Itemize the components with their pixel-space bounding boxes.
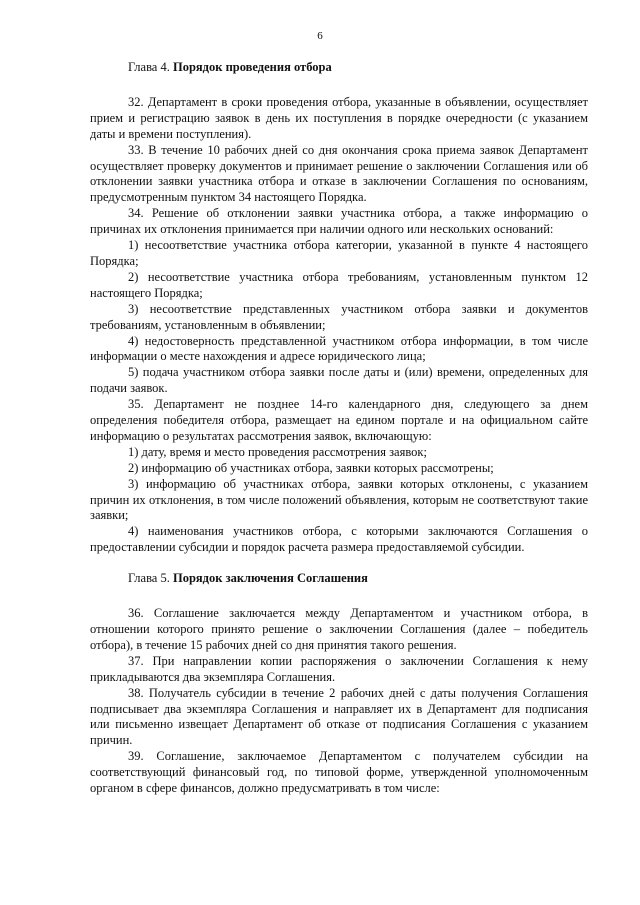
paragraph-34: 34. Решение об отклонении заявки участника отбора, а также информацию о причинах их отклонения принимается при наличии одного или нескольких оснований: [90,206,588,237]
paragraph-36: 36. Соглашение заключается между Департаментом и участником отбора, в отношении которого принято решение о заключении Соглашения (далее – победитель отбора), в течение 15 рабочих дней со дня принятия такого решения. [90,606,588,652]
chapter-5-label: Глава 5. [128,571,170,586]
paragraph-34-item-1: 1) несоответствие участника отбора категории, указанной в пункте 4 настоящего Порядка; [90,238,588,268]
paragraph-34-item-4: 4) недостоверность представленной участником отбора информации, в том числе информации о месте нахождения и адресе юридического лица; [90,333,588,364]
document-body [90,60,588,797]
chapter-4-heading [90,60,588,76]
chapter-5-title: Порядок заключения Соглашения [172,571,368,586]
paragraph-35-item-3: 3) информацию об участниках отбора, заявки которых отклонены, с указанием причин их отклонения, в том числе положений объявления, которым не соответствуют такие заявки; [90,476,588,523]
page-number: 6 [317,30,323,42]
chapter-4-label: Глава 4. [128,60,170,74]
paragraph-33: 33. В течение 10 рабочих дней со дня окончания срока приема заявок Департамент осуществляет проверку документов и принимает решение о заключении Соглашения или об отклонении заявки участника отбора и отказе в заключении Соглашения по основаниям, предусмотренным пунктом 34 настоящего Порядка. [90,142,588,205]
paragraph-34-item-2: 2) несоответствие участника отбора требованиям, установленным пунктом 12 настоящего Порядка; [90,269,588,300]
chapter-4-title: Порядок проведения отбора [172,60,332,74]
paragraph-34-item-3: 3) несоответствие представленных участником отбора заявки и документов требованиям, установленным в объявлении; [90,301,588,332]
paragraph-35-item-1: 1) дату, время и место проведения рассмотрения заявок; [128,444,427,459]
paragraph-34-item-5: 5) подача участником отбора заявки после даты и (или) времени, определенных для подачи заявок. [90,365,588,396]
paragraph-35-item-2: 2) информацию об участниках отбора, заявки которых рассмотрены; [128,460,494,475]
chapter-5-heading [90,571,588,587]
paragraph-35: 35. Департамент не позднее 14-го календарного дня, следующего за днем определения победителя отбора, размещает на едином портале и на официальном сайте информацию о результатах рассмотрения заявок, включающую: [90,397,588,443]
paragraph-39: 39. Соглашение, заключаемое Департаментом с получателем субсидии на соответствующий финансовый год, по типовой форме, утвержденной уполномоченным органом в сфере финансов, должно предусматривать в том числе: [90,749,588,796]
paragraph-38: 38. Получатель субсидии в течение 2 рабочих дней с даты получения Соглашения подписывает два экземпляра Соглашения и направляет их в Департамент для подписания или письменно извещает Департамент об отказе от подписания Соглашения с указанием причин. [90,685,588,748]
paragraph-35-item-4: 4) наименования участников отбора, с которыми заключаются Соглашения о предоставлении субсидии и порядок расчета размера предоставляемой субсидии. [90,524,588,555]
paragraph-37: 37. При направлении копии распоряжения о заключении Соглашения к нему прикладываются два экземпляра Соглашения. [90,653,588,684]
paragraph-32: 32. Департамент в сроки проведения отбора, указанные в объявлении, осуществляет прием и регистрацию заявок в день их поступления в порядке очередности (с указанием даты и времени поступления). [90,94,588,141]
